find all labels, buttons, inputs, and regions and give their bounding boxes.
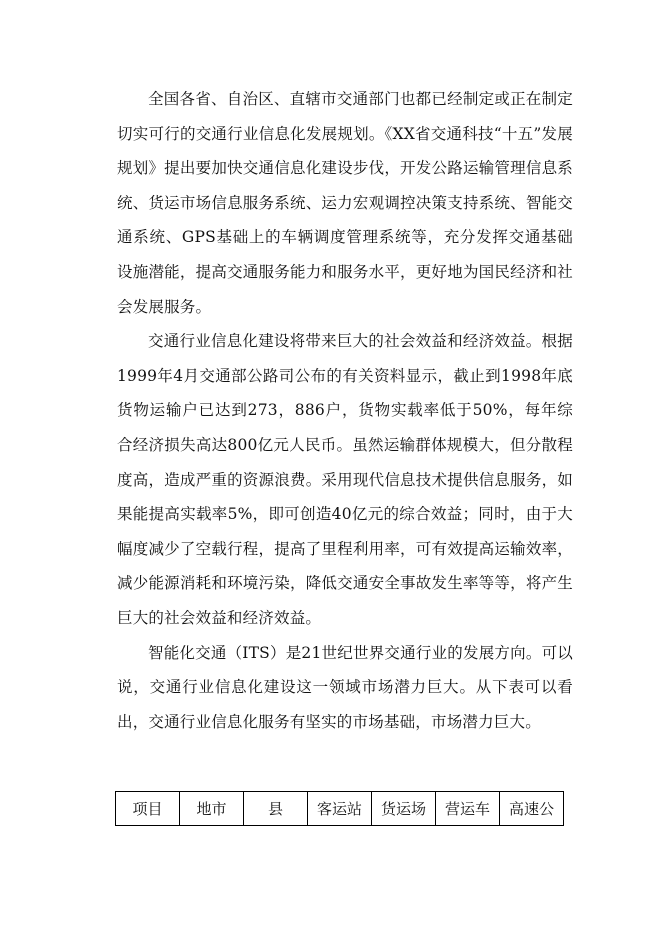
paragraph-3: 智能化交通（ITS）是21世纪世界交通行业的发展方向。可以说，交通行业信息化建设这一领域市场潜力巨大。从下表可以看出，交通行业信息化服务有坚实的市场基础，市场潜力巨大。 <box>117 643 573 731</box>
table-header-cell: 县 <box>244 792 308 826</box>
table <box>115 791 564 826</box>
table-header-cell: 地市 <box>180 792 244 826</box>
body-text <box>117 82 573 739</box>
table-header-cell: 客运站 <box>308 792 372 826</box>
table-header-cell: 项目 <box>116 792 180 826</box>
table-header-cell: 货运场 <box>372 792 436 826</box>
paragraph-1: 全国各省、自治区、直辖市交通部门也都已经制定或正在制定切实可行的交通行业信息化发展规划。《XX省交通科技“十五”发展规划》提出要加快交通信息化建设步伐，开发公路运输管理信息系统、货运市场信息服务系统、运力宏观调控决策支持系统、智能交通系统、GPS基础上的车辆调度管理系统等，充分发挥交通基础设施潜能，提高交通服务能力和服务水平，更好地为国民经济和社会发展服务。 <box>117 90 573 316</box>
market-table <box>115 791 564 826</box>
table-header-row <box>116 792 564 826</box>
table-header-cell: 高速公 <box>500 792 564 826</box>
table-header-cell: 营运车 <box>436 792 500 826</box>
paragraph-2: 交通行业信息化建设将带来巨大的社会效益和经济效益。根据1999年4月交通部公路司公布的有关资料显示，截止到1998年底货物运输户已达到273，886户，货物实载率低于50%，每年综合经济损失高达800亿元人民币。虽然运输群体规模大，但分散程度高，造成严重的资源浪费。采用现代信息技术提供信息服务，如果能提高实载率5%，即可创造40亿元的综合效益；同时，由于大幅度减少了空载行程，提高了里程利用率，可有效提高运输效率，减少能源消耗和环境污染，降低交通安全事故发生率等等，将产生巨大的社会效益和经济效益。 <box>117 332 573 627</box>
